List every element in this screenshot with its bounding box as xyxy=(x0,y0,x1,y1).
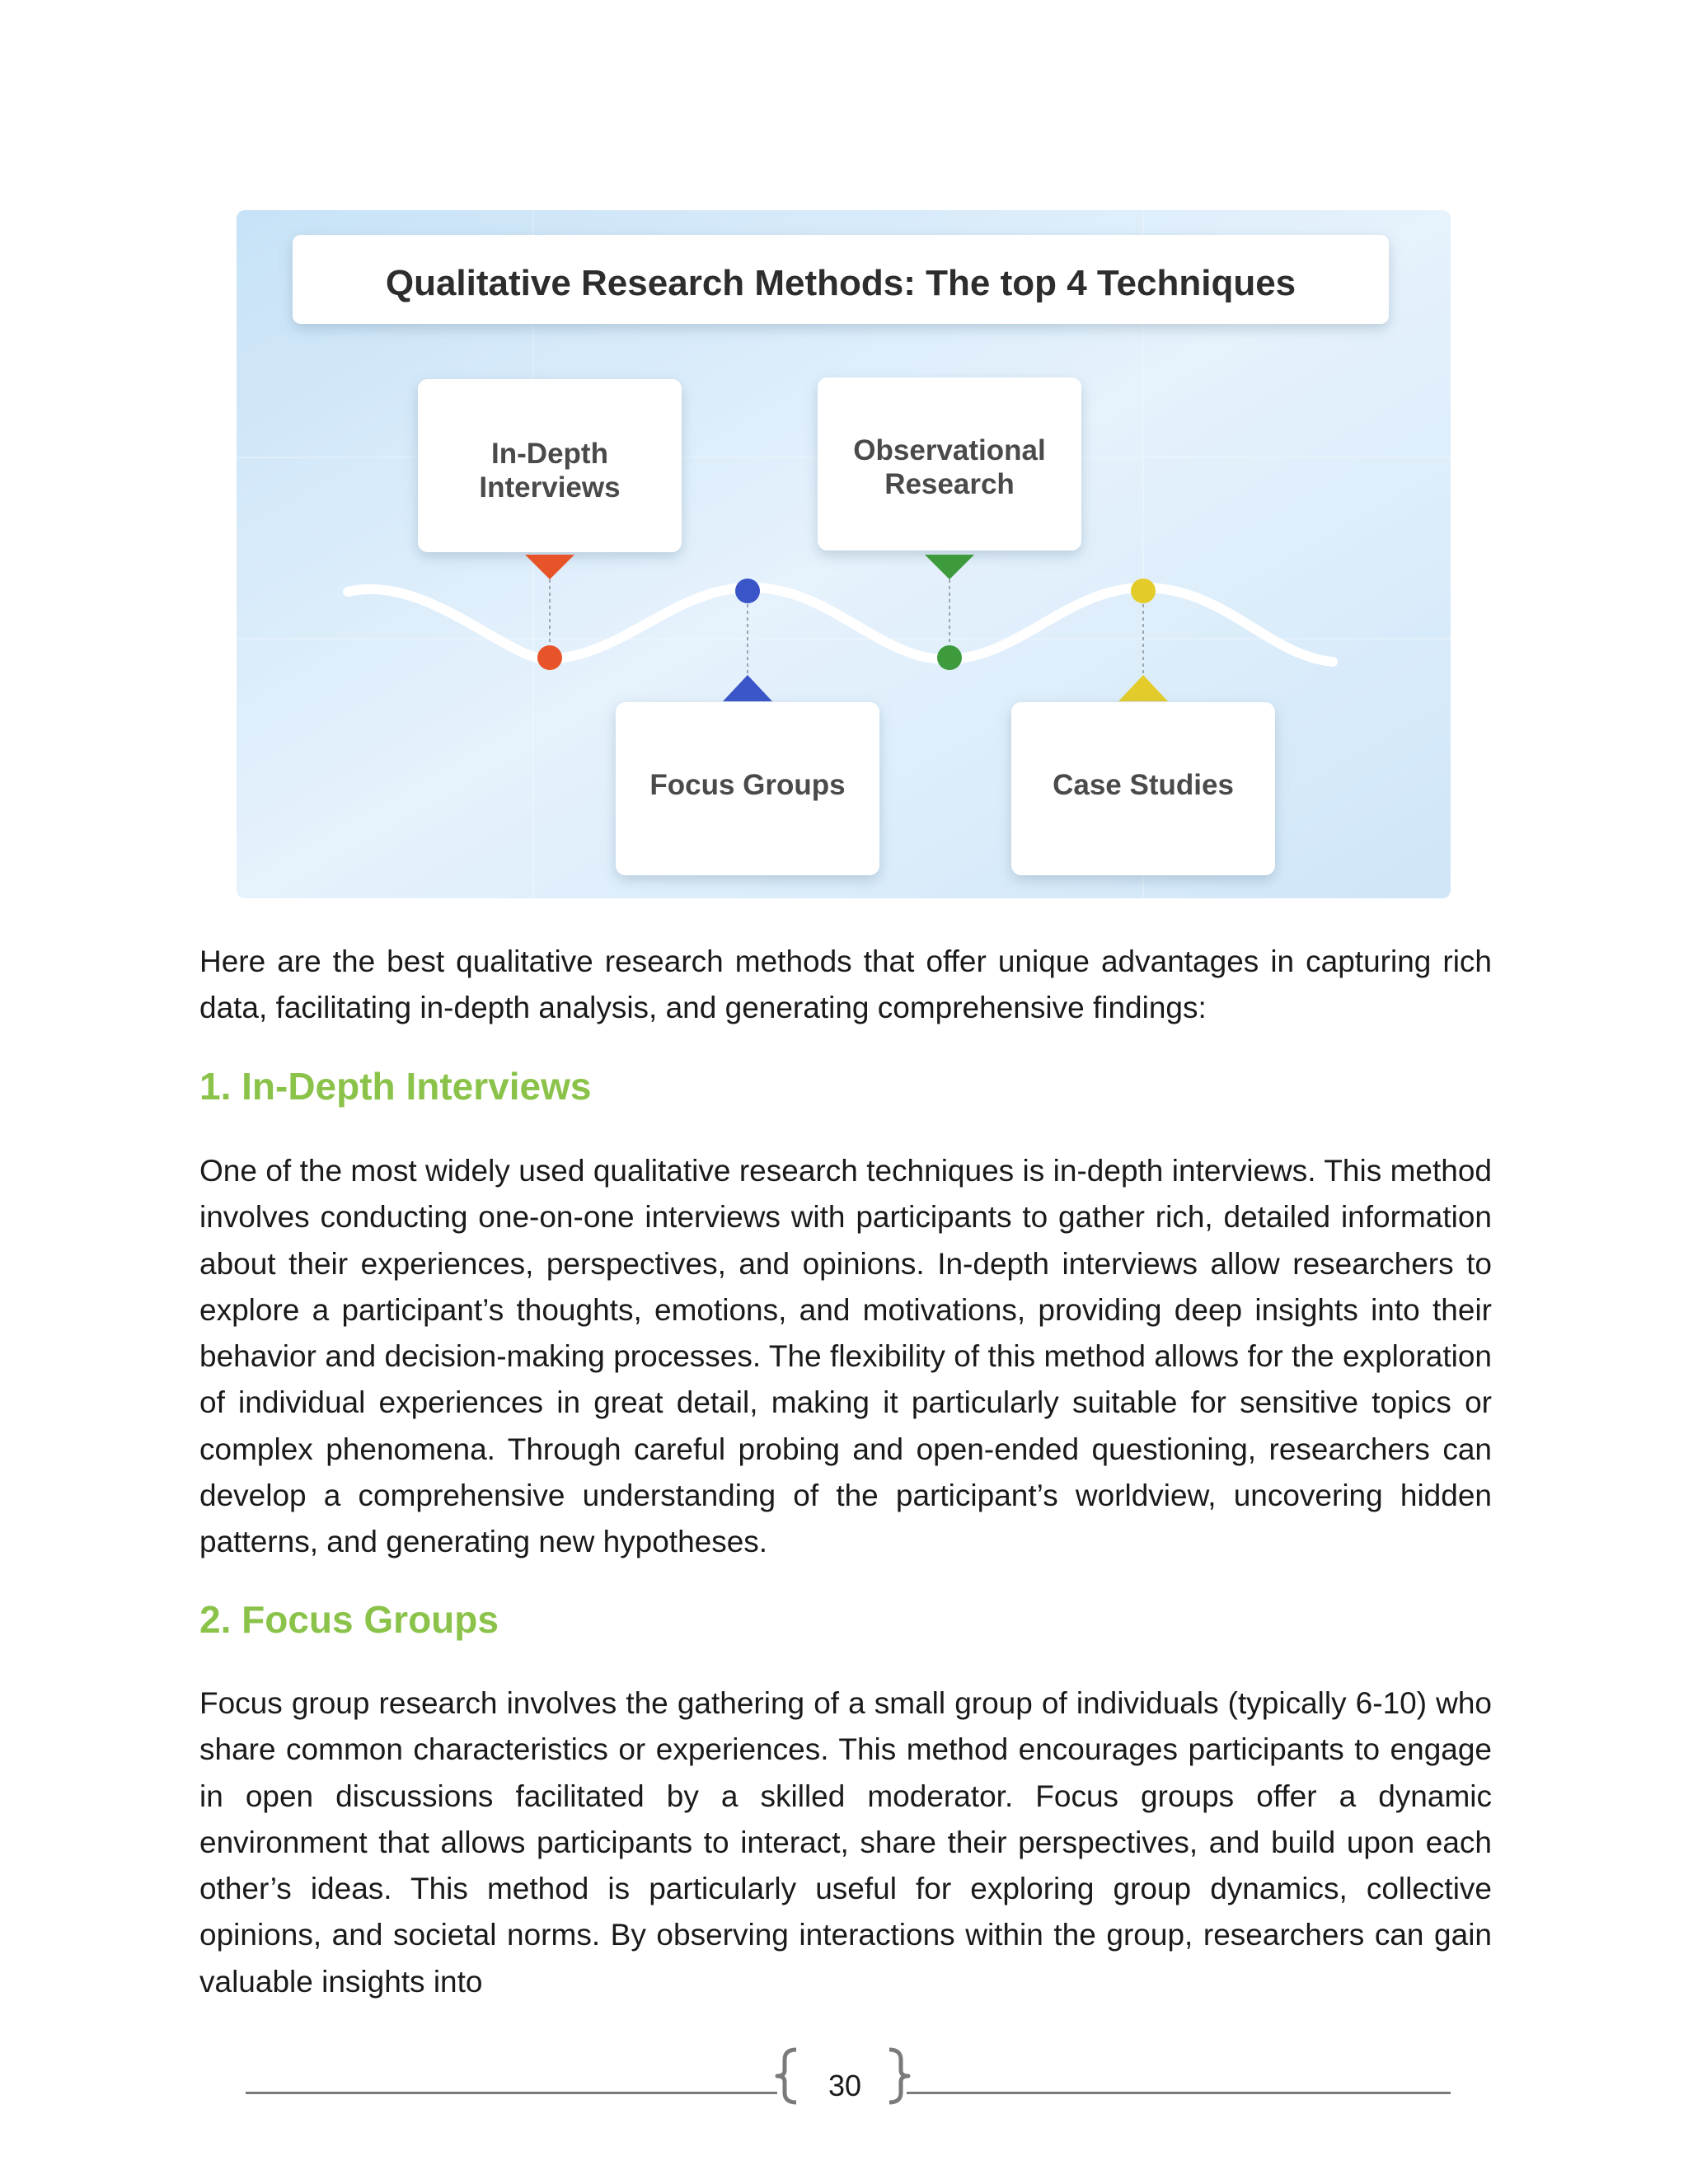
intro-paragraph: Here are the best qualitative research methods that offer unique advantages in capturing rich data, facilitating in-depth analysis, and generating comprehensive findings: xyxy=(199,944,1492,1025)
dot-blue xyxy=(735,579,760,603)
dot-green xyxy=(937,645,962,670)
footer-rule-left xyxy=(246,2092,777,2094)
technique-label-line1: Observational xyxy=(853,434,1046,466)
page-number: 30 xyxy=(828,2069,862,2102)
technique-label-line1: In-Depth xyxy=(491,438,608,470)
section-body-in-depth-interviews: One of the most widely used qualitative research techniques is in-depth interviews. This method involves conducting one-on-one interviews with participants to gather rich, detailed information about their experiences, perspectives, and opinions. In-depth interviews allow researchers to explore a participant’s thoughts, emotions, and motivations, providing deep insights into their behavior and decision-making processes. The flexibility of this method allows for the exploration of individual experiences in great detail, making it particularly suitable for sensitive topics or complex phenomena. Through careful probing and open-ended questioning, researchers can develop a comprehensive understanding of the participant’s worldview, uncovering hidden patterns, and generating new hypotheses. xyxy=(199,1154,1492,1559)
section-body-focus-groups: Focus group research involves the gathering of a small group of individuals (typically 6-10) who share common characteristics or experiences. This method encourages participants to engage in open discussions facilitated by a skilled moderator. Focus groups offer a dynamic environment that allows participants to interact, share their perspectives, and build upon each other’s ideas. This method is particularly useful for exploring group dynamics, collective opinions, and societal norms. By observing interactions within the group, researchers can gain valuable insights into xyxy=(199,1686,1492,1999)
footer-rule-right xyxy=(907,2092,1451,2094)
technique-label-line2: Research xyxy=(884,468,1015,500)
figure-qualitative-methods xyxy=(237,210,1451,898)
section-heading-in-depth-interviews: 1. In-Depth Interviews xyxy=(199,1065,592,1108)
footer-bracket-right xyxy=(886,2047,911,2105)
dot-yellow xyxy=(1131,579,1156,603)
figure-title: Qualitative Research Methods: The top 4 Techniques xyxy=(385,263,1296,303)
technique-label: Case Studies xyxy=(1053,769,1234,801)
technique-label-line2: Interviews xyxy=(479,471,621,504)
technique-label: Focus Groups xyxy=(649,769,846,801)
section-heading-focus-groups: 2. Focus Groups xyxy=(199,1598,499,1641)
footer-bracket-left xyxy=(775,2047,799,2105)
dot-red xyxy=(537,645,562,670)
